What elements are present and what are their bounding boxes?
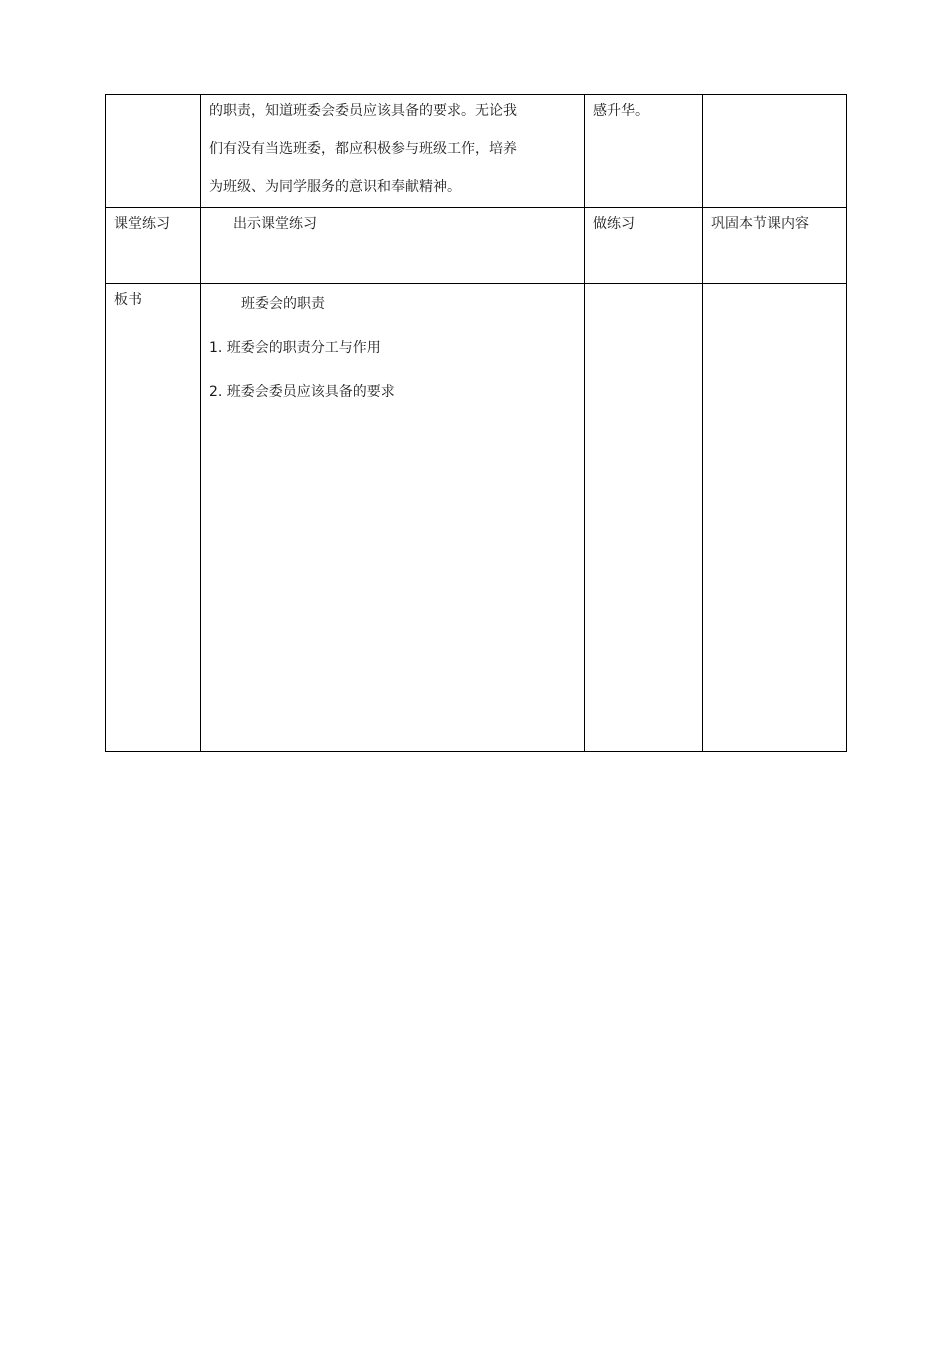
cell-practice-teacher: 出示课堂练习: [201, 208, 585, 284]
text-line: 为班级、为同学服务的意识和奉献精神。: [209, 179, 461, 195]
cell-blackboard-student: [585, 284, 703, 752]
blackboard-title: 班委会的职责: [241, 296, 325, 312]
cell-blackboard-intent: [703, 284, 847, 752]
cell-practice-intent: 巩固本节课内容: [703, 208, 847, 284]
blackboard-item: 2. 班委会委员应该具备的要求: [209, 384, 395, 400]
cell-blackboard-content: [201, 284, 585, 752]
cell-student-activity: 感升华。: [585, 95, 703, 208]
table-row-practice: [106, 208, 847, 284]
cell-design-intent: [703, 95, 847, 208]
lesson-plan-table: [105, 94, 847, 752]
table-row-blackboard: [106, 284, 847, 752]
cell-teacher-activity: [201, 95, 585, 208]
text-line: 们有没有当选班委，都应积极参与班级工作，培养: [209, 141, 517, 157]
cell-step-empty: [106, 95, 201, 208]
cell-step-blackboard: 板书: [106, 284, 201, 752]
text-line: 的职责，知道班委会委员应该具备的要求。无论我: [209, 103, 517, 119]
table-row-continued: [106, 95, 847, 208]
cell-practice-student: 做练习: [585, 208, 703, 284]
blackboard-item: 1. 班委会的职责分工与作用: [209, 340, 381, 356]
cell-step-practice: 课堂练习: [106, 208, 201, 284]
